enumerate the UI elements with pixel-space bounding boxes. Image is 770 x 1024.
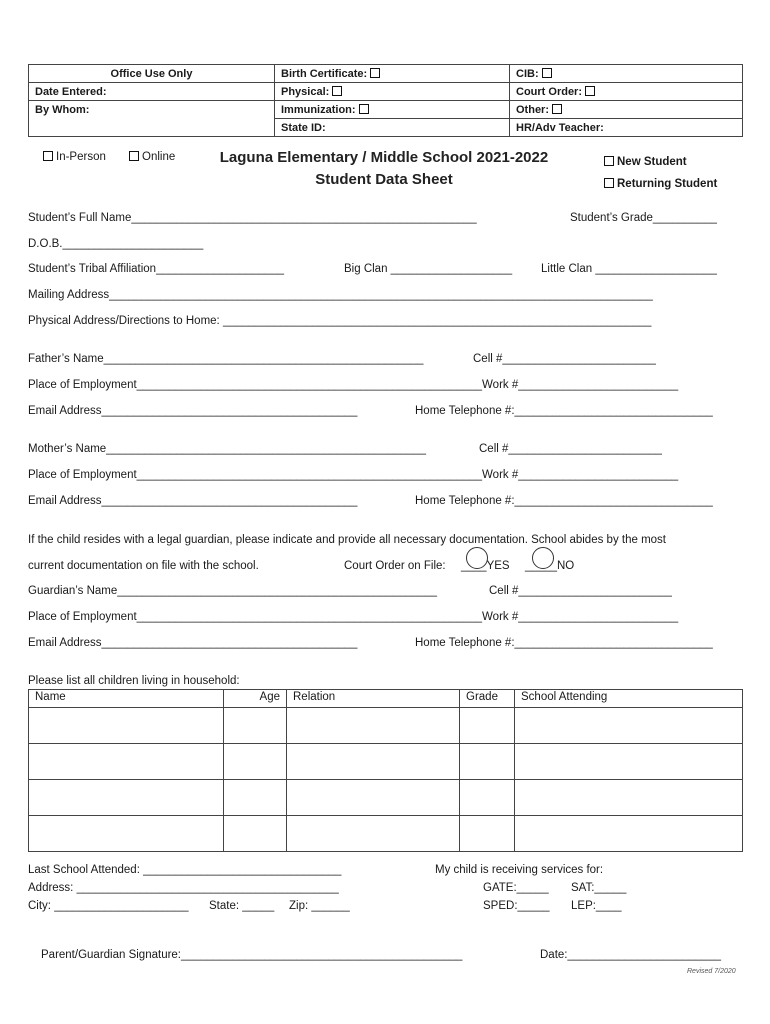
date-entered-cell[interactable]: Date Entered: <box>29 83 275 101</box>
table-row[interactable] <box>29 744 743 780</box>
birth-certificate-checkbox[interactable] <box>370 68 380 78</box>
court-order-no-label: _____NO <box>525 560 575 572</box>
child-age-cell[interactable] <box>224 780 287 816</box>
physical-address-field[interactable]: Physical Address/Directions to Home: ___________________________________________________________________ <box>28 315 652 327</box>
guardian-cell-field[interactable]: Cell #________________________ <box>489 585 672 597</box>
child-relation-cell[interactable] <box>287 816 460 852</box>
cib-cell[interactable]: CIB: <box>510 65 743 83</box>
father-name-field[interactable]: Father’s Name__________________________________________________ <box>28 353 424 365</box>
immunization-cell[interactable]: Immunization: <box>275 101 510 119</box>
child-name-cell[interactable] <box>29 708 224 744</box>
sped-field[interactable]: SPED:_____ <box>483 900 550 912</box>
child-name-cell[interactable] <box>29 780 224 816</box>
court-order-checkbox[interactable] <box>585 86 595 96</box>
mother-email-field[interactable]: Email Address________________________________________ <box>28 495 358 507</box>
guardian-employment-field[interactable]: Place of Employment______________________________________________________Work #_________________________ <box>28 611 679 623</box>
child-school-cell[interactable] <box>515 708 743 744</box>
in-person-option[interactable]: In-Person <box>40 151 106 163</box>
online-option[interactable]: Online <box>126 151 175 163</box>
big-clan-field[interactable]: Big Clan ___________________ <box>344 263 513 275</box>
other-checkbox[interactable] <box>552 104 562 114</box>
child-name-cell[interactable] <box>29 816 224 852</box>
table-row[interactable] <box>29 780 743 816</box>
in-person-checkbox[interactable] <box>43 151 53 161</box>
column-age: Age <box>224 690 287 708</box>
column-name: Name <box>29 690 224 708</box>
lep-field[interactable]: LEP:____ <box>571 900 622 912</box>
mother-cell-field[interactable]: Cell #________________________ <box>479 443 662 455</box>
last-school-field[interactable]: Last School Attended: _______________________________ <box>28 864 342 876</box>
sat-field[interactable]: SAT:_____ <box>571 882 627 894</box>
guardian-note-line2: current documentation on file with the school. <box>28 560 259 572</box>
by-whom-cell[interactable]: By Whom: <box>29 101 275 119</box>
table-header-row <box>29 690 743 708</box>
table-row[interactable] <box>29 816 743 852</box>
no-circle-icon[interactable] <box>532 547 554 569</box>
office-use-table <box>28 64 743 137</box>
online-checkbox[interactable] <box>129 151 139 161</box>
court-order-yes-label: ____YES <box>461 560 510 572</box>
father-email-field[interactable]: Email Address________________________________________ <box>28 405 358 417</box>
child-grade-cell[interactable] <box>460 708 515 744</box>
child-name-cell[interactable] <box>29 744 224 780</box>
yes-circle-icon[interactable] <box>466 547 488 569</box>
physical-checkbox[interactable] <box>332 86 342 96</box>
returning-student-checkbox[interactable] <box>604 178 614 188</box>
signature-field[interactable]: Parent/Guardian Signature:____________________________________________ <box>41 949 463 961</box>
mother-employment-field[interactable]: Place of Employment______________________________________________________Work #_________________________ <box>28 469 679 481</box>
mailing-address-field[interactable]: Mailing Address_____________________________________________________________________________________ <box>28 289 653 301</box>
little-clan-field[interactable]: Little Clan ___________________ <box>541 263 717 275</box>
household-prompt: Please list all children living in household: <box>28 675 240 687</box>
child-grade-cell[interactable] <box>460 780 515 816</box>
column-relation: Relation <box>287 690 460 708</box>
child-school-cell[interactable] <box>515 780 743 816</box>
household-children-table <box>28 689 743 852</box>
state-id-cell[interactable]: State ID: <box>275 119 510 137</box>
tribal-affiliation-field[interactable]: Student’s Tribal Affiliation____________________ <box>28 263 284 275</box>
empty-cell <box>29 119 275 137</box>
physical-cell[interactable]: Physical: <box>275 83 510 101</box>
new-student-option[interactable]: New Student <box>601 156 687 168</box>
child-relation-cell[interactable] <box>287 708 460 744</box>
immunization-checkbox[interactable] <box>359 104 369 114</box>
student-grade-field[interactable]: Student’s Grade__________ <box>570 212 717 224</box>
dob-field[interactable]: D.O.B.______________________ <box>28 238 204 250</box>
page-subtitle: Student Data Sheet <box>315 171 453 188</box>
child-grade-cell[interactable] <box>460 744 515 780</box>
father-cell-field[interactable]: Cell #________________________ <box>473 353 656 365</box>
student-full-name-field[interactable]: Student’s Full Name______________________________________________________ <box>28 212 477 224</box>
father-employment-field[interactable]: Place of Employment______________________________________________________Work #_________________________ <box>28 379 679 391</box>
child-school-cell[interactable] <box>515 744 743 780</box>
child-age-cell[interactable] <box>224 708 287 744</box>
guardian-home-phone-field[interactable]: Home Telephone #:_______________________________ <box>415 637 713 649</box>
school-state-field[interactable]: State: _____ <box>209 900 275 912</box>
services-heading: My child is receiving services for: <box>435 864 604 876</box>
gate-field[interactable]: GATE:_____ <box>483 882 549 894</box>
school-zip-field[interactable]: Zip: ______ <box>289 900 350 912</box>
returning-student-option[interactable]: Returning Student <box>601 178 717 190</box>
hr-adv-teacher-cell[interactable]: HR/Adv Teacher: <box>510 119 743 137</box>
guardian-name-field[interactable]: Guardian’s Name__________________________________________________ <box>28 585 438 597</box>
office-use-only-cell: Office Use Only <box>29 65 275 83</box>
birth-certificate-cell[interactable]: Birth Certificate: <box>275 65 510 83</box>
table-row[interactable] <box>29 708 743 744</box>
child-age-cell[interactable] <box>224 816 287 852</box>
new-student-checkbox[interactable] <box>604 156 614 166</box>
column-school-attending: School Attending <box>515 690 743 708</box>
child-age-cell[interactable] <box>224 744 287 780</box>
date-field[interactable]: Date:________________________ <box>540 949 721 961</box>
child-grade-cell[interactable] <box>460 816 515 852</box>
court-order-cell[interactable]: Court Order: <box>510 83 743 101</box>
mother-name-field[interactable]: Mother’s Name__________________________________________________ <box>28 443 426 455</box>
guardian-email-field[interactable]: Email Address________________________________________ <box>28 637 358 649</box>
court-order-label: Court Order on File: <box>344 560 446 572</box>
other-cell[interactable]: Other: <box>510 101 743 119</box>
child-school-cell[interactable] <box>515 816 743 852</box>
child-relation-cell[interactable] <box>287 780 460 816</box>
child-relation-cell[interactable] <box>287 744 460 780</box>
school-city-field[interactable]: City: _____________________ <box>28 900 189 912</box>
page-title: Laguna Elementary / Middle School 2021-2022 <box>219 149 549 166</box>
mother-home-phone-field[interactable]: Home Telephone #:_______________________________ <box>415 495 713 507</box>
guardian-note-line1: If the child resides with a legal guardian, please indicate and provide all necessary documentation. School abides by the most <box>28 534 666 546</box>
school-address-field[interactable]: Address: _________________________________________ <box>28 882 339 894</box>
cib-checkbox[interactable] <box>542 68 552 78</box>
revised-note: Revised 7/2020 <box>687 968 736 975</box>
column-grade: Grade <box>460 690 515 708</box>
father-home-phone-field[interactable]: Home Telephone #:_______________________________ <box>415 405 713 417</box>
